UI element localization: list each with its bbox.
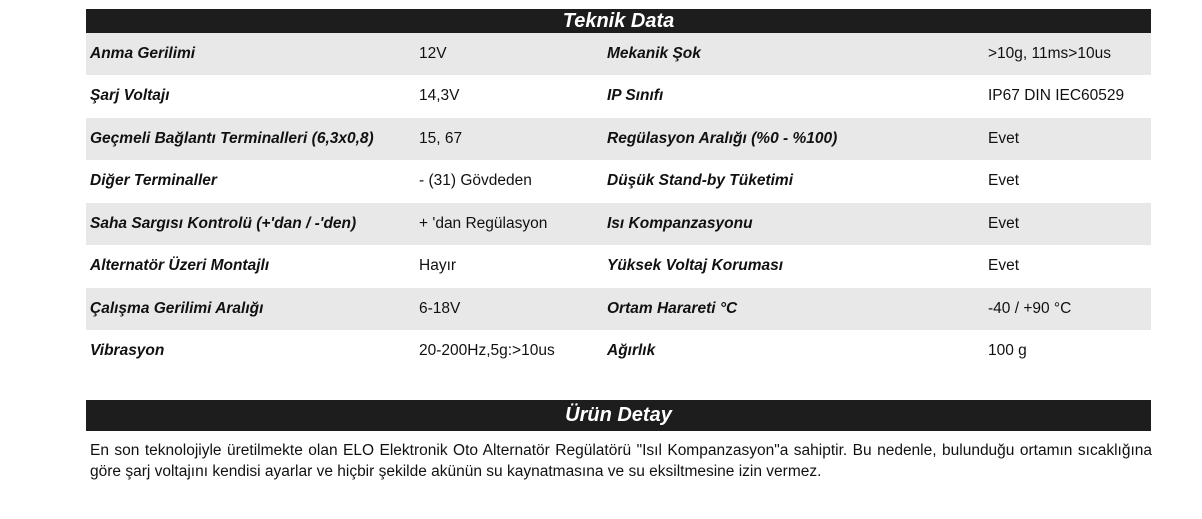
spec-value: + 'dan Regülasyon xyxy=(419,214,548,232)
spec-label: Yüksek Voltaj Koruması xyxy=(607,257,784,275)
spec-table xyxy=(86,33,1151,373)
table-row xyxy=(86,245,1151,288)
spec-value: Evet xyxy=(988,257,1020,275)
teknik-data-header: Teknik Data xyxy=(86,9,1151,33)
spec-label: Regülasyon Aralığı (%0 - %100) xyxy=(607,129,838,147)
spec-label: Çalışma Gerilimi Aralığı xyxy=(90,299,264,317)
spec-value: Hayır xyxy=(419,257,457,275)
spec-label: Düşük Stand-by Tüketimi xyxy=(607,172,794,190)
table-row xyxy=(86,118,1151,161)
spec-label: Ağırlık xyxy=(607,342,656,360)
spec-value: 12V xyxy=(419,45,447,62)
spec-value: 14,3V xyxy=(419,87,460,105)
spec-label: Isı Kompanzasyonu xyxy=(607,214,753,232)
spec-label: Şarj Voltajı xyxy=(90,87,170,105)
table-row xyxy=(86,203,1151,246)
spec-value: Evet xyxy=(988,214,1020,232)
spec-label: Geçmeli Bağlantı Terminalleri (6,3x0,8) xyxy=(90,129,374,147)
spec-value: >10g, 11ms>10us xyxy=(988,45,1111,62)
spec-label: Mekanik Şok xyxy=(607,45,701,62)
table-row xyxy=(86,160,1151,203)
spec-value: IP67 DIN IEC60529 xyxy=(988,87,1125,105)
spec-label: Vibrasyon xyxy=(90,342,165,360)
urun-detay-header: Ürün Detay xyxy=(86,400,1151,431)
spec-value: 15, 67 xyxy=(419,129,463,147)
spec-value: Evet xyxy=(988,172,1020,190)
spec-label: Anma Gerilimi xyxy=(90,45,196,62)
table-row xyxy=(86,33,1151,75)
table-row xyxy=(86,330,1151,373)
spec-label: Diğer Terminaller xyxy=(90,172,217,190)
spec-label: Saha Sargısı Kontrolü (+'dan / -'den) xyxy=(90,214,357,232)
spec-value: 20-200Hz,5g:>10us xyxy=(419,342,555,360)
spec-label: Ortam Harareti °C xyxy=(607,299,738,317)
spec-label: Alternatör Üzeri Montajlı xyxy=(90,257,270,275)
product-description: En son teknolojiyle üretilmekte olan ELO Elektronik Oto Alternatör Regülatörü "Isıl Kompanzasyon"a sahiptir. Bu nedenle, bulunduğu ortamın sıcaklığına göre şarj voltajını kendisi ayarlar ve hiçbir şekilde akünün su kaynatmasına ve su eksiltmesine izin vermez. xyxy=(90,442,1152,480)
spec-value: -40 / +90 °C xyxy=(988,299,1072,317)
table-row xyxy=(86,288,1151,331)
spec-label: IP Sınıfı xyxy=(607,87,664,105)
table-row xyxy=(86,75,1151,118)
spec-value: Evet xyxy=(988,129,1020,147)
spec-value: 6-18V xyxy=(419,299,461,317)
spec-value: - (31) Gövdeden xyxy=(419,172,532,190)
spec-value: 100 g xyxy=(988,342,1027,360)
